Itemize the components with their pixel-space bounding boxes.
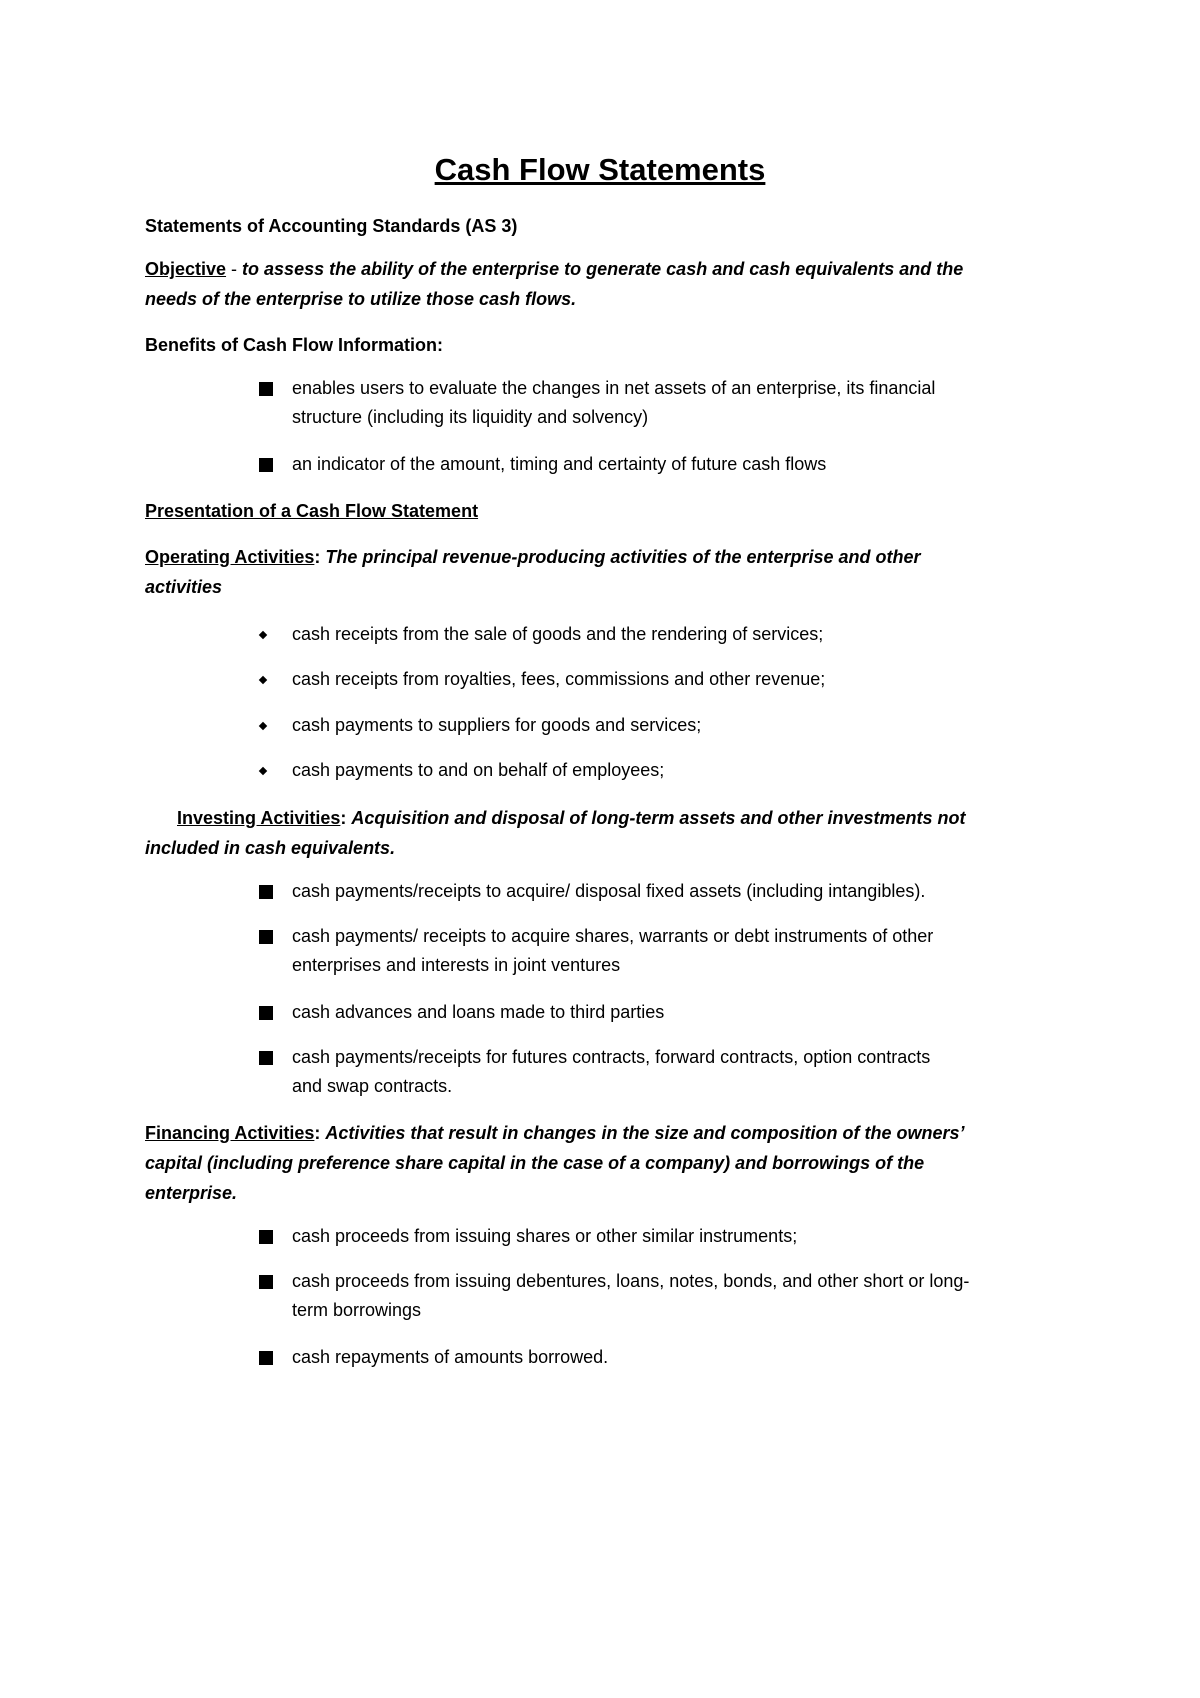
operating-desc-1: The principal revenue-producing activities of the enterprise and other	[325, 547, 921, 567]
investing-label: Investing Activities	[177, 808, 341, 828]
square-bullet-icon	[259, 930, 273, 944]
square-bullet-icon	[259, 1051, 273, 1065]
financing-desc-1: Activities that result in changes in the size and composition of the owners’	[325, 1123, 965, 1143]
financing-desc-2: capital (including preference share capital in the case of a company) and borrowings of the	[145, 1153, 925, 1173]
financing-label: Financing Activities	[145, 1123, 315, 1143]
square-bullet-icon	[259, 885, 273, 899]
objective-label: Objective	[145, 259, 227, 279]
financing-desc-3: enterprise.	[145, 1183, 238, 1203]
square-bullet-icon	[259, 458, 273, 472]
operating-label: Operating Activities	[145, 547, 315, 567]
operating-line-1: Operating Activities: The principal revenue-producing activities of the enterprise and other	[145, 547, 921, 567]
investing-desc-2: included in cash equivalents.	[145, 838, 396, 858]
objective-separator: -	[226, 259, 243, 279]
diamond-bullet-icon	[259, 631, 267, 639]
square-bullet-icon	[259, 1351, 273, 1365]
financing-line-1: Financing Activities: Activities that result in changes in the size and composition of the owners’	[145, 1123, 965, 1143]
presentation-heading: Presentation of a Cash Flow Statement	[145, 501, 479, 521]
objective-line-1	[145, 256, 963, 282]
investing-line-1: Investing Activities: Acquisition and disposal of long-term assets and other investments not	[177, 808, 966, 828]
diamond-bullet-icon	[259, 767, 267, 775]
investing-desc-1: Acquisition and disposal of long-term assets and other investments not	[351, 808, 966, 828]
objective-text-1: to assess the ability of the enterprise to generate cash and cash equivalents and the	[242, 259, 964, 279]
objective-text-2: needs of the enterprise to utilize those cash flows.	[145, 289, 577, 309]
square-bullet-icon	[259, 382, 273, 396]
benefits-heading: Benefits of Cash Flow Information:	[145, 335, 444, 355]
standard-subtitle: Statements of Accounting Standards (AS 3)	[145, 216, 518, 236]
diamond-bullet-icon	[259, 676, 267, 684]
operating-desc-2: activities	[145, 577, 223, 597]
document-page: Cash Flow Statements Statements of Accounting Standards (AS 3) Objective - to assess the ability of the enterprise to generate cash and cash equivalents and the needs of the enterprise to utilize those cash flows. Benefits of Cash Flow Information: enables users to evaluate the changes in net assets of an enterprise, its financial structure (including its liquidity and solvency) an indicator of the amount, timing and certainty of future cash flows Presentation of a Cash Flow Statement Operating Activities: The principal revenue-producing activities of the enterprise and other activities cash receipts from the sale of goods and the rendering of services; cash receipts from royalties, fees, commissions and other revenue; cash payments to suppliers for goods and services; cash payments to and on behalf of employees; Investing Activities: Acquisition and disposal of long-term assets and other investments not included in cash equivalents. cash payments/receipts to acquire/ disposal fixed assets (including intangibles). cash payments/ receipts to acquire shares, warrants or debt instruments of other enterprises and interests in joint ventures cash advances and loans made to third parties cash payments/receipts for futures contracts, forward contracts, option contracts and swap contracts. Financing Activities: Activities that result in changes in the size and composition of the owners’ capital (including preference share capital in the case of a company) and borrowings of the enterprise. cash proceeds from issuing shares or other similar instruments; cash proceeds from issuing debentures, loans, notes, bonds, and other short or long- term borrowings cash repayments of amounts borrowed.	[0, 0, 1200, 1698]
square-bullet-icon	[259, 1006, 273, 1020]
diamond-bullet-icon	[259, 722, 267, 730]
square-bullet-icon	[259, 1230, 273, 1244]
page-title: Cash Flow Statements	[434, 152, 766, 187]
square-bullet-icon	[259, 1275, 273, 1289]
